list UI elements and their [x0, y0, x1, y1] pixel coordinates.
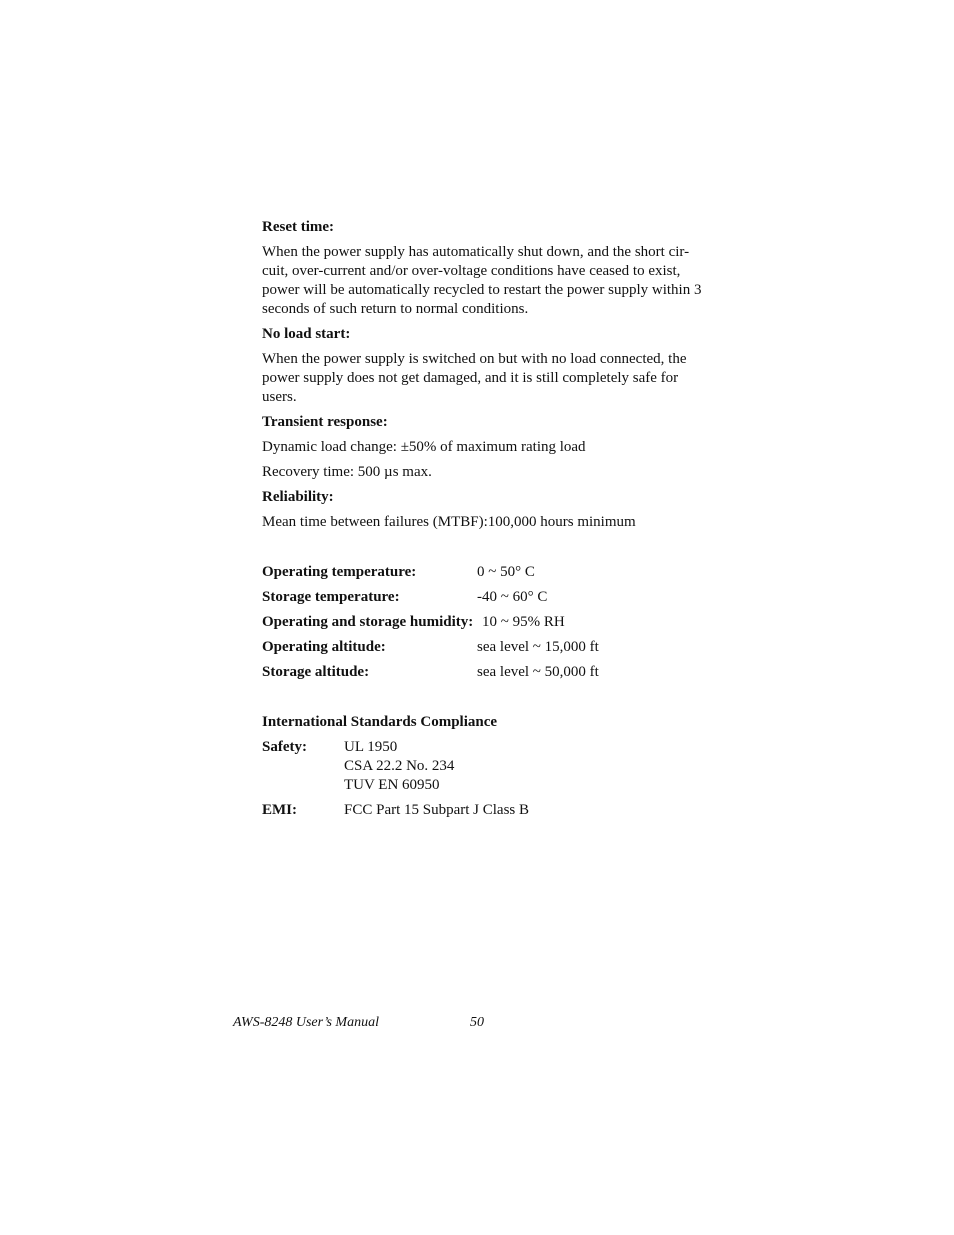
emi-values	[344, 801, 529, 820]
dynamic-load-change: Dynamic load change: ±50% of maximum rating load	[262, 439, 586, 455]
paragraph-line: cuit, over-current and/or over-voltage conditions have ceased to exist,	[262, 263, 681, 279]
spec-label: Operating altitude:	[262, 639, 386, 655]
spec-value: sea level ~ 50,000 ft	[477, 664, 599, 680]
paragraph-line: seconds of such return to normal conditions.	[262, 301, 529, 317]
safety-row	[262, 738, 732, 795]
spec-label: Storage altitude:	[262, 664, 370, 680]
footer-page-number: 50	[470, 1015, 484, 1030]
spec-value: 10 ~ 95% RH	[482, 614, 565, 630]
safety-standard: TUV EN 60950	[344, 777, 440, 793]
mtbf-text: Mean time between failures (MTBF):100,000 hours minimum	[262, 514, 636, 530]
emi-row	[262, 801, 732, 820]
recovery-time: Recovery time: 500 µs max.	[262, 464, 432, 480]
spec-row	[262, 638, 732, 657]
paragraph-line: When the power supply is switched on but with no load connected, the	[262, 351, 687, 367]
spacer	[262, 688, 732, 713]
paragraph-line: users.	[262, 389, 297, 405]
transient-response-heading: Transient response:	[262, 414, 388, 430]
spec-value: -40 ~ 60° C	[477, 589, 548, 605]
page-content	[262, 218, 732, 826]
spec-value: sea level ~ 15,000 ft	[477, 639, 599, 655]
spacer	[262, 538, 732, 563]
footer-manual-title: AWS-8248 User’s Manual	[233, 1015, 379, 1030]
spec-label: Operating temperature:	[262, 564, 417, 580]
safety-values	[344, 738, 454, 795]
spec-value: 0 ~ 50° C	[477, 564, 535, 580]
spec-label: Storage temperature:	[262, 589, 400, 605]
reset-time-heading: Reset time:	[262, 219, 335, 235]
paragraph-line: power will be automatically recycled to restart the power supply within 3	[262, 282, 702, 298]
spec-row	[262, 563, 732, 582]
standards-heading: International Standards Compliance	[262, 714, 498, 730]
safety-standard: UL 1950	[344, 739, 398, 755]
environment-specs	[262, 563, 732, 682]
emi-standard: FCC Part 15 Subpart J Class B	[344, 802, 530, 818]
spec-row	[262, 588, 732, 607]
reset-time-paragraph	[262, 243, 732, 319]
reliability-heading: Reliability:	[262, 489, 334, 505]
paragraph-line: power supply does not get damaged, and it is still completely safe for	[262, 370, 679, 386]
safety-standard: CSA 22.2 No. 234	[344, 758, 455, 774]
safety-label: Safety:	[262, 739, 307, 755]
spec-row	[262, 663, 732, 682]
emi-label: EMI:	[262, 802, 297, 818]
no-load-start-paragraph	[262, 350, 732, 407]
paragraph-line: When the power supply has automatically shut down, and the short cir-	[262, 244, 690, 260]
spec-label: Operating and storage humidity:	[262, 614, 474, 630]
spec-row	[262, 613, 732, 632]
no-load-start-heading: No load start:	[262, 326, 351, 342]
